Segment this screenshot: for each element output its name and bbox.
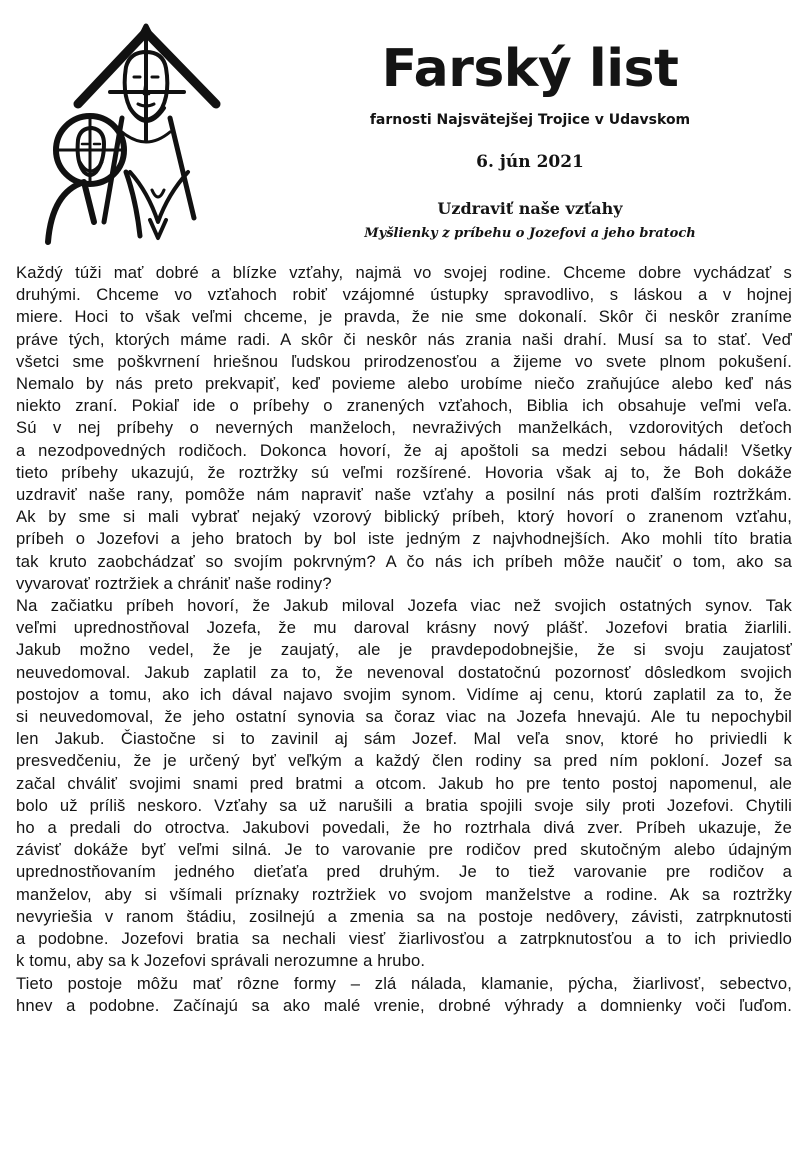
body-line: neuvedomoval. Jakub zaplatil za to, že nevenoval dostatočnú pozornosť dôsledkom svojich xyxy=(16,662,792,682)
body-line: Jakub možno vedel, že je zaujatý, ale je pravdepodobnejšie, že si svoju zaujatosť xyxy=(16,640,792,660)
body-line: veľmi uprednostňoval Jozefa, že mu daroval krásny nový plášť. Jozefovi bratia žiarlili. xyxy=(16,618,792,638)
parish-name: farnosti Najsvätejšej Trojice v Udavskom xyxy=(369,112,691,128)
body-line: a nezodpovedných rodičoch. Dokonca hovorí, že aj apoštoli sa medzi sebou hádali! Všetky xyxy=(16,440,792,460)
body-line: Každý túži mať dobré a blízke vzťahy, najmä vo svojej rodine. Chceme dobre vychádzať s xyxy=(16,263,792,282)
body-line: práve tých, ktorých máme radi. A skôr či neskôr nás zrania naši drahí. Musí sa to stať. Veď xyxy=(16,329,792,349)
body-line: si neuvedomoval, že jeho ostatní synovia sa čoraz viac na Jozefa hnevajú. Ale tu nepochybil xyxy=(16,707,792,727)
article-subtitle: Myšlienky z príbehu o Jozefovi a jeho bratoch xyxy=(364,226,696,241)
body-line: závisť dokáže byť veľmi silná. Je to varovanie pre rodičov pred skutočným alebo údajným xyxy=(16,840,792,860)
body-line: manželov, aby si všímali príznaky roztržiek vo svojom manželstve a rodine. Ak sa roztržky xyxy=(16,884,792,904)
body-line: uprednostňovaním jedného dieťaťa pred druhým. Je to tiež varovanie pre rodičov a xyxy=(16,862,792,882)
body-line: bolo už príliš neskoro. Vzťahy sa už narušili a bratia spojili svoje sily proti Jozefovi. Chytili xyxy=(16,795,792,815)
body-line: vyvarovať roztržiek a chrániť naše rodiny? xyxy=(16,573,332,593)
body-line: ho a predali do otroctva. Jakubovi povedali, že ho roztrhala divá zver. Príbeh ukazuje, že xyxy=(16,818,792,838)
body-line: hnev a podobne. Začínajú sa ako malé vrenie, drobné výhrady a domnienky voči ľuďom. xyxy=(16,995,792,1015)
body-line: tieto príbehy ukazujú, že roztržky sú veľmi rozšírené. Hovoria však aj to, že Boh dokáže xyxy=(16,462,792,482)
body-line: Tieto postoje môžu mať rôzne formy – zlá nálada, klamanie, pýcha, žiarlivosť, sebectvo, xyxy=(16,973,792,993)
body-line: príbeh o Jozefovi a jeho bratoch by bol iste jedným z najvhodnejších. Ako mohli títo bratia xyxy=(16,529,792,549)
body-line: len Jakub. Čiastočne si to zavinil aj sám Jozef. Mal veľa snov, ktoré ho priviedli k xyxy=(16,729,792,749)
body-line: Sú v nej príbehy o neverných manželoch, nevraživých manželkách, vzdorovitých deťoch xyxy=(16,418,792,438)
body-line: miere. Hoci to však veľmi chceme, je pravda, že nie sme dokonalí. Skôr či neskôr zraníme xyxy=(16,307,792,327)
body-line: uzdraviť naše rany, pomôže nám napraviť naše vzťahy a posilní nás proti ďalším roztržkám. xyxy=(16,485,792,505)
body-line: začal chváliť svojimi snami pred bratmi a otcom. Jakub ho pre tento postoj napomenul, ale xyxy=(16,773,792,793)
article-title: Uzdraviť naše vzťahy xyxy=(437,199,623,218)
body-line: niekto zraní. Pokiaľ ide o príbehy o zranených vzťahoch, Biblia ich obsahuje veľmi veľa. xyxy=(16,396,792,416)
body-line: postojov a tomu, ako ich dával najavo svojim synom. Vidíme aj cenu, ktorú zaplatil za to, že xyxy=(16,684,792,704)
body-line: všetci sme poškvrnení hriešnou ľudskou prirodzenosťou a žijeme vo svete plnom pokušení. xyxy=(16,351,792,371)
body-line: Na začiatku príbeh hovorí, že Jakub miloval Jozefa viac než svojich ostatných synov. Tak xyxy=(16,596,792,616)
body-line: druhými. Chceme vo vzťahoch robiť vzájomné ústupky spravodlivo, s láskou a v hojnej xyxy=(16,285,792,305)
body-line: tak kruto zaobchádzať so svojím pokrvným? A čo nás ich príbeh môže naučiť o tom, ako sa xyxy=(16,551,792,571)
issue-date: 6. jún 2021 xyxy=(476,152,584,172)
body-line: presvedčeniu, že je určený byť veľkým a každý člen rodiny sa pred ním pokloní. Jozef sa xyxy=(16,751,792,771)
body-line: nevyriešia v ranom štádiu, zosilnejú a zmenia sa na postoje nedôvery, závisti, zatrpknutosti xyxy=(16,906,792,926)
article-body xyxy=(16,262,792,1017)
body-line: Nemalo by nás preto prekvapiť, keď povieme alebo urobíme niečo zraňujúce alebo keď nás xyxy=(16,374,792,394)
body-line: Ak by sme si mali vybrať nejaký vzorový biblický príbeh, ktorý hovorí o zranenom vzťahu, xyxy=(16,507,792,527)
trinity-logo xyxy=(18,22,228,247)
body-line: a podobne. Jozefovi bratia sa nechali viesť žiarlivosťou a zatrpknutosťou a to ich priviedlo xyxy=(16,929,792,949)
newsletter-title: Farský list xyxy=(381,39,679,99)
body-line: k tomu, aby sa k Jozefovi správali nerozumne a hrubo. xyxy=(16,951,426,971)
